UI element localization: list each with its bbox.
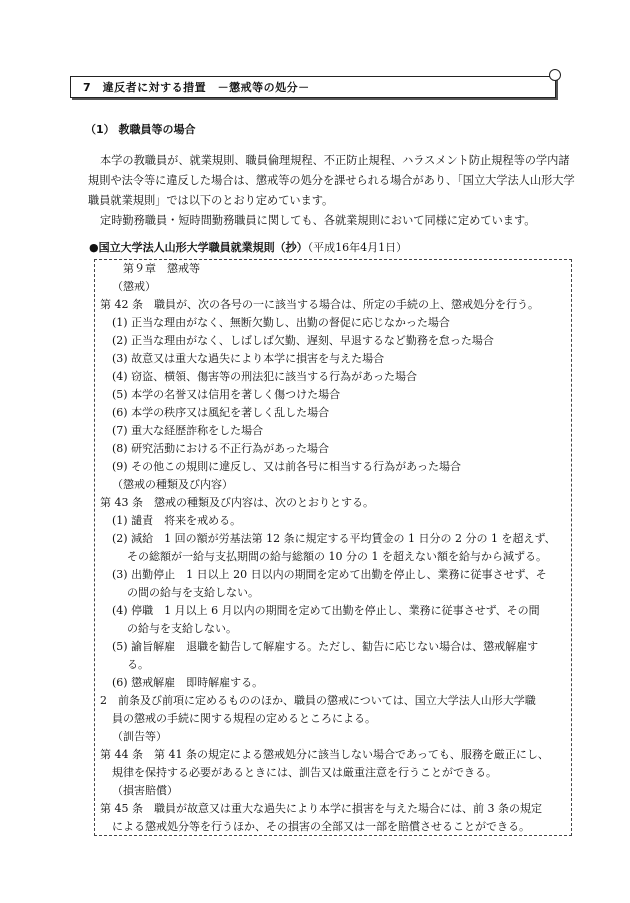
article-43-item-4: (4) 停職 1 月以上 6 月以内の期間を定めて出勤を停止し、業務に従事させず、その間	[112, 604, 540, 617]
section-banner	[70, 76, 556, 98]
article-43-paragraph-2: 2 前条及び前項に定めるもののほか、職員の懲戒については、国立大学法人山形大学職	[100, 694, 536, 707]
intro-paragraph-1: 本学の教職員が、就業規則、職員倫理規程、不正防止規程、ハラスメント防止規程等の学内諸規則や法令等に違反した場合は、懲戒等の処分を課せられる場合があり、「国立大学法人山形大学職員就業規則」では以下のとおり定めています。	[88, 154, 575, 207]
article-43-item-3: (3) 出勤停止 1 日以上 20 日以内の期間を定めて出勤を停止し、業務に従事させず、そ	[112, 568, 547, 581]
article-42-item-2: (2) 正当な理由がなく、しばしば欠勤、遅刻、早退するなど勤務を怠った場合	[112, 334, 494, 347]
article-43-item-2-cont: その総額が一給与支払期間の給与総額の 10 分の 1 を超えない額を給与から減ずる。	[127, 550, 547, 563]
article-43: 第 43 条 懲戒の種類及び内容は、次のとおりとする。	[100, 496, 374, 509]
article-44: 第 44 条 第 41 条の規定による懲戒処分に該当しない場合であっても、服務を厳正にし、	[100, 748, 549, 761]
article-42-item-1: (1) 正当な理由がなく、無断欠勤し、出勤の督促に応じなかった場合	[112, 316, 450, 329]
intro-text	[88, 151, 576, 231]
chapter-title: 第９章 懲戒等	[123, 262, 200, 275]
article-43-item-3-cont: の間の給与を支給しない。	[127, 586, 259, 599]
article-42: 第 42 条 職員が、次の各号の一に該当する場合は、所定の手続の上、懲戒処分を行う。	[100, 298, 539, 311]
article-43-item-2: (2) 減給 1 回の額が労基法第 12 条に規定する平均賃金の 1 日分の 2 分の 1 を超えず、	[112, 532, 556, 545]
article-43-paragraph-2-cont: 員の懲戒の手続に関する規程の定めるところによる。	[112, 712, 376, 725]
article-42-item-3: (3) 故意又は重大な過失により本学に損害を与えた場合	[112, 352, 385, 365]
article-42-item-5: (5) 本学の名誉又は信用を著しく傷つけた場合	[112, 388, 341, 401]
article-42-item-8: (8) 研究活動における不正行為があった場合	[112, 442, 329, 455]
article-43-item-1: (1) 譴責 将来を戒める。	[112, 514, 242, 527]
article-caption: （損害賠償）	[112, 784, 178, 797]
rules-heading-title: ●国立大学法人山形大学職員就業規則（抄）	[89, 241, 308, 254]
article-43-item-5: (5) 諭旨解雇 退職を勧告して解雇する。ただし、勧告に応じない場合は、懲戒解雇す	[112, 640, 539, 653]
article-42-item-9: (9) その他この規則に違反し、又は前各号に相当する行為があった場合	[112, 460, 461, 473]
article-44-cont: 規律を保持する必要があるときには、訓告又は厳重注意を行うことができる。	[112, 766, 497, 779]
banner-title: 7 違反者に対する措置 －懲戒等の処分－	[83, 81, 310, 94]
article-43-item-5-cont: る。	[127, 658, 149, 671]
article-42-item-7: (7) 重大な経歴詐称をした場合	[112, 424, 264, 437]
article-caption: （懲戒）	[112, 280, 156, 293]
rules-heading-date: （平成16年4月1日）	[307, 241, 408, 254]
article-caption: （訓告等）	[112, 730, 167, 743]
article-43-item-6: (6) 懲戒解雇 即時解雇する。	[112, 676, 264, 689]
article-42-item-6: (6) 本学の秩序又は風紀を著しく乱した場合	[112, 406, 330, 419]
article-45: 第 45 条 職員が故意又は重大な過失により本学に損害を与えた場合には、前 3 条の規定	[100, 802, 542, 815]
article-42-item-4: (4) 窃盗、横領、傷害等の刑法犯に該当する行為があった場合	[112, 370, 417, 383]
article-caption: （懲戒の種類及び内容）	[112, 478, 233, 491]
rules-heading	[89, 239, 407, 255]
intro-paragraph-2: 定時勤務職員・短時間勤務職員に関しても、各就業規則において同様に定めています。	[100, 214, 536, 227]
article-45-cont: による懲戒処分等を行うほか、その損害の全部又は一部を賠償させることができる。	[112, 820, 530, 833]
banner-curl-decoration	[549, 69, 561, 81]
article-43-item-4-cont: の給与を支給しない。	[127, 622, 237, 635]
section-title: （1） 教職員等の場合	[85, 123, 196, 136]
